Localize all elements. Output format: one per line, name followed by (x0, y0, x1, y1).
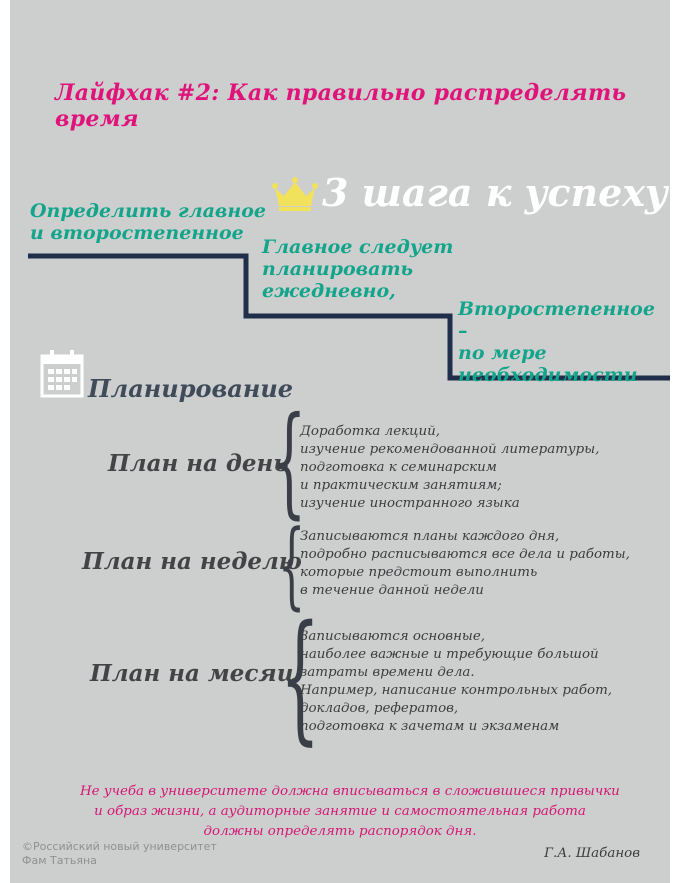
plan-month-line: Например, написание контрольных работ, (300, 683, 613, 698)
plan-week-line: Записываются планы каждого дня, (300, 529, 560, 544)
step-1 (30, 200, 266, 244)
plan-day-line: изучение рекомендованной литературы, (300, 442, 600, 457)
step-1-line-1: Определить главное (30, 200, 267, 222)
brace-day: { (272, 392, 307, 531)
plan-day-line: изучение иностранного языка (300, 496, 520, 511)
quote-line: Не учеба в университете должна вписываться в сложившиеся привычки (80, 784, 620, 799)
plan-month-label: План на месяц (90, 660, 296, 687)
plan-day-text (300, 423, 599, 513)
plan-month-line: Записываются основные, (300, 629, 486, 644)
page-title: Лайфхак #2: Как правильно распределять время (55, 80, 627, 132)
step-3-line-1: Второстепенное – (458, 298, 655, 342)
step-1-line-2: и второстепенное (30, 222, 244, 244)
plan-month-line: наиболее важные и требующие большой (300, 647, 599, 662)
step-3 (458, 298, 670, 386)
plan-month-text (300, 628, 612, 736)
copyright (22, 840, 217, 868)
brace-week: { (278, 510, 306, 620)
brace-month: { (280, 596, 321, 759)
quote-line: должны определять распорядок дня. (203, 824, 477, 839)
plan-week-label: План на неделю (82, 548, 302, 575)
quote (80, 782, 620, 842)
step-3-line-3: необходимости (458, 364, 638, 386)
plan-week-line: которые предстоит выполнить (300, 565, 538, 580)
step-2-line-1: Главное следует (262, 236, 454, 258)
plan-week-text (300, 528, 630, 600)
planning-title: Планирование (88, 374, 294, 403)
step-2 (262, 236, 453, 302)
crown-icon (272, 176, 318, 212)
plan-day-line: и практическим занятиям; (300, 478, 502, 493)
plan-month-line: подготовка к зачетам и экзаменам (300, 719, 560, 734)
quote-line: и образ жизни, а аудиторные занятие и самостоятельная работа (94, 804, 586, 819)
plan-day-line: Доработка лекций, (300, 424, 440, 439)
plan-month-line: докладов, рефератов, (300, 701, 459, 716)
copyright-line-2: Фам Татьяна (22, 854, 97, 867)
plan-month-line: затраты времени дела. (300, 665, 475, 680)
step-2-line-2: планировать (262, 258, 414, 280)
plan-day-line: подготовка к семинарским (300, 460, 497, 475)
plan-week-line: подробно расписываются все дела и работы, (300, 547, 630, 562)
plan-day-label: План на день (108, 450, 289, 477)
plan-week-line: в течение данной недели (300, 583, 484, 598)
copyright-line-1: ©Российский новый университет (22, 840, 217, 853)
quote-author: Г.А. Шабанов (544, 846, 640, 861)
steps-title: 3 шага к успеху (322, 170, 668, 215)
infographic-page (10, 0, 670, 883)
calendar-icon (40, 348, 84, 398)
step-3-line-2: по мере (458, 342, 547, 364)
step-2-line-3: ежедневно, (262, 280, 396, 302)
